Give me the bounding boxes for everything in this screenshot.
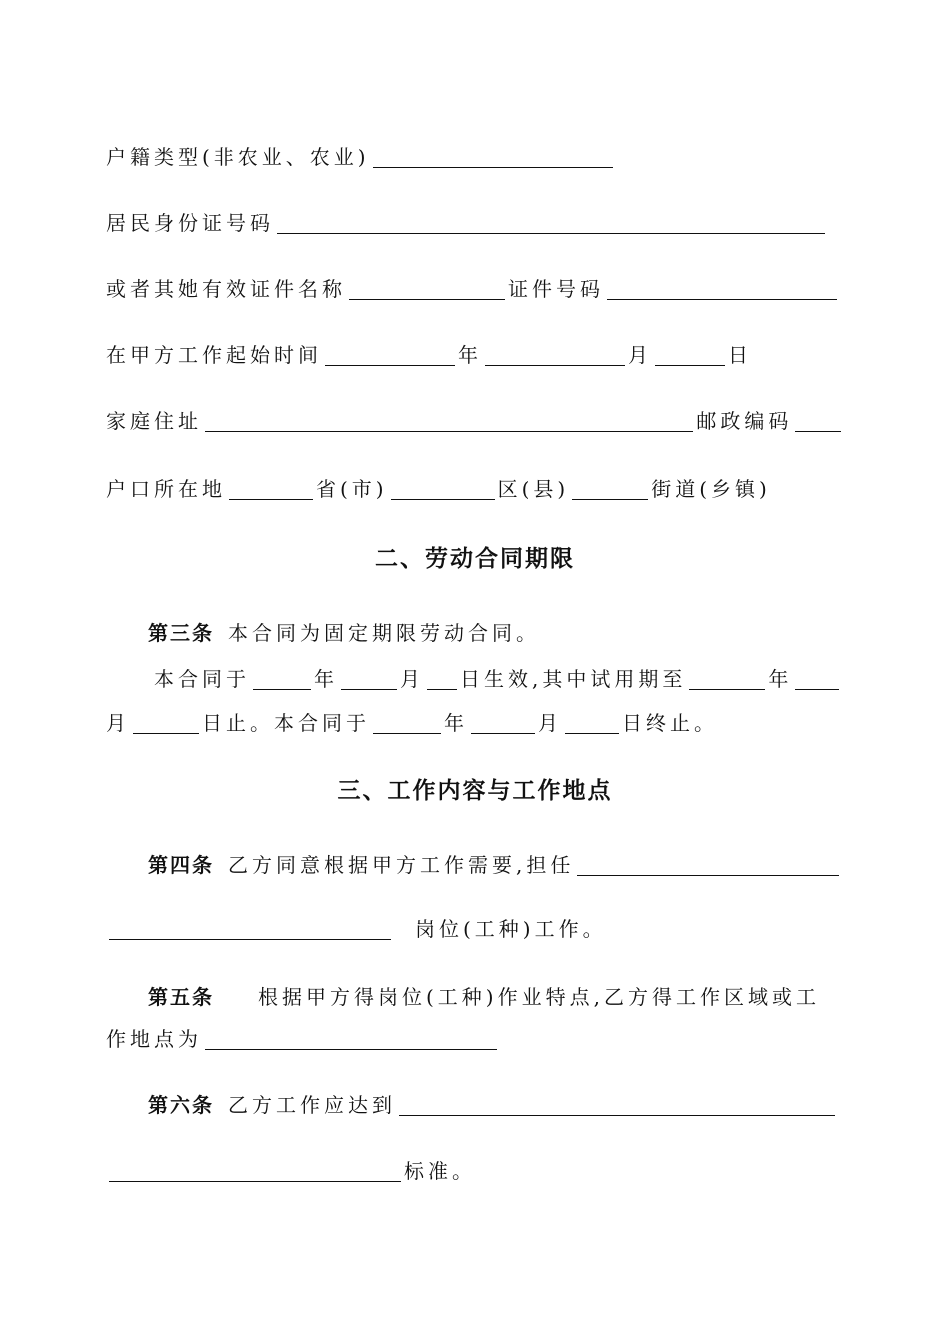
id-number-label: 居民身份证号码 <box>106 211 274 235</box>
article-5-text: 根据甲方得岗位(工种)作业特点,乙方得工作区域或工 <box>258 985 820 1009</box>
street-blank[interactable] <box>572 475 648 500</box>
hukou-type-label: 户籍类型(非农业、农业) <box>106 145 370 169</box>
effective-month-label: 月 <box>400 667 424 691</box>
article-6-tail: 标准。 <box>404 1159 476 1183</box>
article-4-row <box>148 842 844 878</box>
end-year-blank[interactable] <box>373 709 441 734</box>
day-label: 日 <box>728 343 752 367</box>
effective-month-blank[interactable] <box>341 665 397 690</box>
article-6-row <box>148 1082 844 1118</box>
article-3-title: 第三条 <box>148 621 214 645</box>
other-id-number-label: 证件号码 <box>508 277 604 301</box>
article-5-title: 第五条 <box>148 985 214 1009</box>
section-2-heading: 二、劳动合同期限 <box>375 546 575 572</box>
end-day-text: 日终止。 <box>622 711 718 735</box>
other-id-name-label: 或者其她有效证件名称 <box>106 277 346 301</box>
start-date-label: 在甲方工作起始时间 <box>106 343 322 367</box>
probation-until-text: 日止。本合同于 <box>202 711 370 735</box>
district-blank[interactable] <box>391 475 495 500</box>
article-6-cont-row <box>106 1148 844 1184</box>
article-5-cont: 作地点为 <box>106 1027 202 1051</box>
home-address-blank[interactable] <box>205 407 693 432</box>
province-label: 省(市) <box>316 477 388 501</box>
position-blank-2[interactable] <box>109 915 391 940</box>
probation-year-blank[interactable] <box>689 665 765 690</box>
work-location-blank[interactable] <box>205 1025 497 1050</box>
end-year-label: 年 <box>444 711 468 735</box>
postcode-label: 邮政编码 <box>696 409 793 433</box>
other-id-name-blank[interactable] <box>349 275 505 300</box>
work-standard-blank-2[interactable] <box>109 1157 401 1182</box>
probation-month-label: 月 <box>106 711 130 735</box>
district-label: 区(县) <box>497 477 570 501</box>
month-label: 月 <box>628 343 652 367</box>
work-standard-blank-1[interactable] <box>399 1091 835 1116</box>
province-blank[interactable] <box>229 475 313 500</box>
article-5-cont-row <box>106 1016 844 1052</box>
hukou-location-label: 户口所在地 <box>106 477 226 501</box>
article-4-tail: 岗位(工种)工作。 <box>415 917 607 941</box>
home-address-label: 家庭住址 <box>106 409 202 433</box>
contract-term-row-1 <box>154 656 844 692</box>
start-month-blank[interactable] <box>485 341 625 366</box>
hukou-type-row <box>106 134 844 170</box>
article-6-title: 第六条 <box>148 1093 214 1117</box>
article-3-text: 本合同为固定期限劳动合同。 <box>228 621 540 645</box>
effective-year-blank[interactable] <box>253 665 311 690</box>
effective-day-text: 日生效,其中试用期至 <box>460 667 687 691</box>
effective-day-blank[interactable] <box>427 665 457 690</box>
effective-year-label: 年 <box>314 667 338 691</box>
start-date-row <box>106 332 844 368</box>
article-5-row <box>148 974 844 1010</box>
position-blank-1[interactable] <box>577 851 839 876</box>
article-3-row <box>148 610 844 646</box>
end-day-blank[interactable] <box>565 709 619 734</box>
postcode-blank[interactable] <box>795 407 841 432</box>
article-4-text: 乙方同意根据甲方工作需要,担任 <box>228 853 575 877</box>
contract-term-row-2 <box>106 700 844 736</box>
article-4-cont-row <box>106 906 844 942</box>
probation-month-blank-1[interactable] <box>795 665 839 690</box>
end-month-blank[interactable] <box>471 709 535 734</box>
probation-year-label: 年 <box>768 667 793 691</box>
section-3-heading: 三、工作内容与工作地点 <box>337 778 613 804</box>
home-address-row <box>106 398 844 434</box>
contract-start-label: 本合同于 <box>154 667 250 691</box>
start-year-blank[interactable] <box>325 341 455 366</box>
hukou-type-blank[interactable] <box>373 143 613 168</box>
street-label: 街道(乡镇) <box>651 477 771 501</box>
year-label: 年 <box>458 343 482 367</box>
end-month-label: 月 <box>538 711 562 735</box>
other-id-number-blank[interactable] <box>607 275 837 300</box>
id-number-blank[interactable] <box>277 209 825 234</box>
other-id-row <box>106 266 844 302</box>
article-4-title: 第四条 <box>148 853 214 877</box>
probation-day-blank[interactable] <box>133 709 199 734</box>
article-6-text: 乙方工作应达到 <box>228 1093 396 1117</box>
start-day-blank[interactable] <box>655 341 725 366</box>
id-number-row <box>106 200 844 236</box>
hukou-location-row <box>106 466 844 502</box>
